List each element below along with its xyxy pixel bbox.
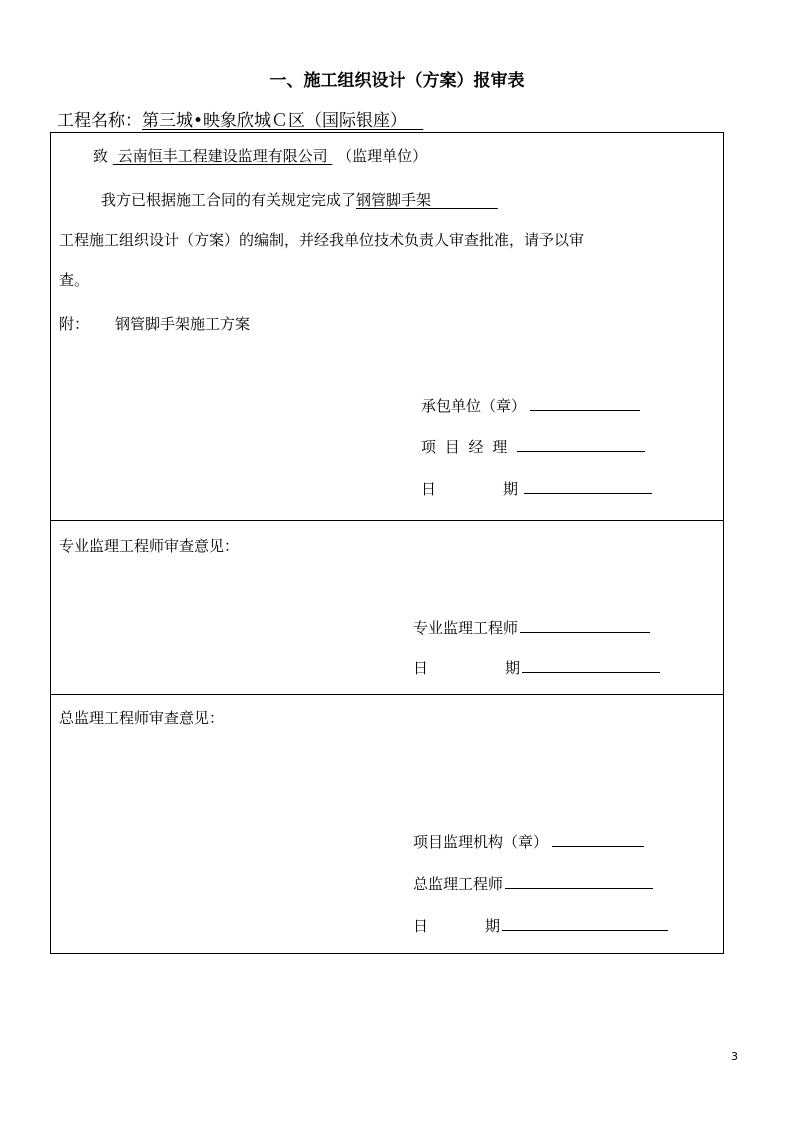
attachment-line <box>59 313 250 334</box>
project-name-label: 工程名称： <box>57 111 142 131</box>
body-line-1: 我方已根据施工合同的有关规定完成了钢管脚手架 <box>101 189 498 210</box>
date-line-2: 日 期 <box>413 657 660 678</box>
document-title: 一、施工组织设计（方案）报审表 <box>269 71 525 91</box>
addressee-suffix: （监理单位） <box>337 147 428 165</box>
specialist-engineer-blank <box>520 617 650 633</box>
chief-review-heading: 总监理工程师审查意见： <box>59 709 225 727</box>
project-manager-blank <box>517 436 645 452</box>
specialist-review-heading: 专业监理工程师审查意见： <box>59 537 240 555</box>
date-blank-2 <box>522 657 660 673</box>
date-line-1: 日 期 <box>421 478 652 499</box>
project-manager-line: 项 目 经 理 <box>421 436 645 457</box>
submission-section <box>50 132 724 521</box>
chief-engineer-blank <box>505 873 653 889</box>
addressee-prefix: 致 <box>93 147 109 165</box>
work-item: 钢管脚手架 <box>356 191 432 209</box>
chief-review-section <box>50 694 724 954</box>
chief-engineer-line: 总监理工程师 <box>413 873 653 894</box>
contractor-seal-line: 承包单位（章） <box>421 395 640 416</box>
attachment-label: 附： <box>59 315 90 333</box>
supervision-company: 云南恒丰工程建设监理有限公司 <box>117 147 328 165</box>
specialist-engineer-line: 专业监理工程师 <box>413 617 650 638</box>
project-name-row <box>57 106 423 131</box>
date-line-3: 日 期 <box>413 915 668 936</box>
date-blank-3 <box>502 915 668 931</box>
project-name-value: 第三城•映象欣城Ｃ区（国际银座） <box>142 111 408 131</box>
supervision-org-seal-line: 项目监理机构（章） <box>413 831 644 852</box>
supervision-org-seal-blank <box>552 831 644 847</box>
contractor-seal-blank <box>530 395 640 411</box>
page-number: 3 <box>731 1050 738 1063</box>
date-blank-1 <box>524 478 652 494</box>
attachment-value: 钢管脚手架施工方案 <box>115 315 251 333</box>
addressee-line <box>93 145 427 166</box>
body-line-3: 查。 <box>59 271 90 289</box>
specialist-review-section <box>50 520 724 695</box>
body-line-2: 工程施工组织设计（方案）的编制，并经我单位技术负责人审查批准，请予以审 <box>59 231 585 249</box>
